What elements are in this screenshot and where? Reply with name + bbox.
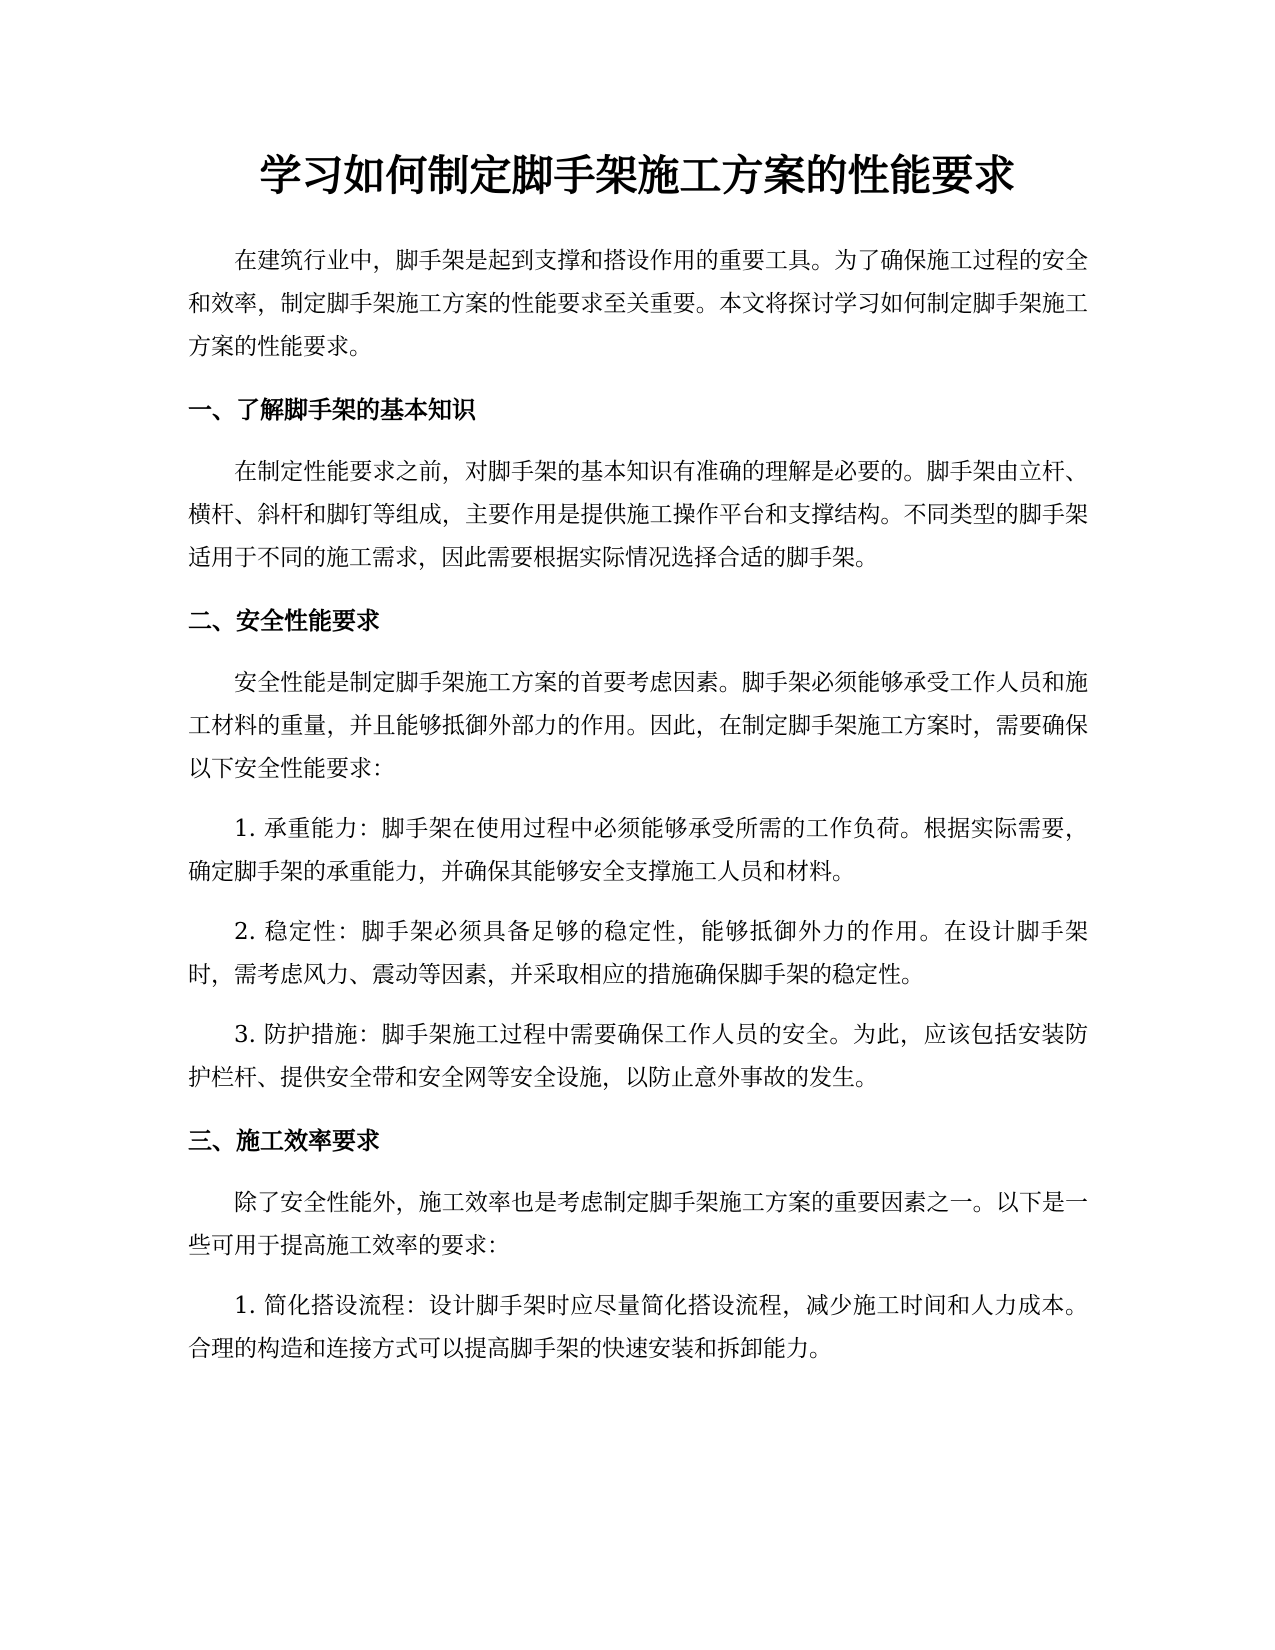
safety-item-load-capacity: 1. 承重能力：脚手架在使用过程中必须能够承受所需的工作负荷。根据实际需要，确定脚手架的承重能力，并确保其能够安全支撑施工人员和材料。 xyxy=(188,816,1088,885)
document-body xyxy=(188,240,1088,1388)
document-title: 学习如何制定脚手架施工方案的性能要求 xyxy=(259,151,1016,200)
section-heading-basics: 一、了解脚手架的基本知识 xyxy=(188,396,476,424)
safety-item-stability: 2. 稳定性：脚手架必须具备足够的稳定性，能够抵御外力的作用。在设计脚手架时，需考虑风力、震动等因素，并采取相应的措施确保脚手架的稳定性。 xyxy=(188,919,1088,988)
safety-item-protection: 3. 防护措施：脚手架施工过程中需要确保工作人员的安全。为此，应该包括安装防护栏杆、提供安全带和安全网等安全设施，以防止意外事故的发生。 xyxy=(188,1022,1088,1091)
section-safety-paragraph: 安全性能是制定脚手架施工方案的首要考虑因素。脚手架必须能够承受工作人员和施工材料的重量，并且能够抵御外部力的作用。因此，在制定脚手架施工方案时，需要确保以下安全性能要求： xyxy=(188,670,1088,782)
section-heading-safety: 二、安全性能要求 xyxy=(188,607,380,635)
efficiency-item-simplify: 1. 简化搭设流程：设计脚手架时应尽量简化搭设流程，减少施工时间和人力成本。合理的构造和连接方式可以提高脚手架的快速安装和拆卸能力。 xyxy=(188,1293,1088,1362)
section-efficiency-paragraph: 除了安全性能外，施工效率也是考虑制定脚手架施工方案的重要因素之一。以下是一些可用于提高施工效率的要求： xyxy=(188,1190,1088,1259)
section-heading-efficiency: 三、施工效率要求 xyxy=(188,1127,380,1155)
section-basics-paragraph: 在制定性能要求之前，对脚手架的基本知识有准确的理解是必要的。脚手架由立杆、横杆、斜杆和脚钉等组成，主要作用是提供施工操作平台和支撑结构。不同类型的脚手架适用于不同的施工需求，因此需要根据实际情况选择合适的脚手架。 xyxy=(188,459,1088,571)
intro-paragraph: 在建筑行业中，脚手架是起到支撑和搭设作用的重要工具。为了确保施工过程的安全和效率，制定脚手架施工方案的性能要求至关重要。本文将探讨学习如何制定脚手架施工方案的性能要求。 xyxy=(188,248,1088,360)
